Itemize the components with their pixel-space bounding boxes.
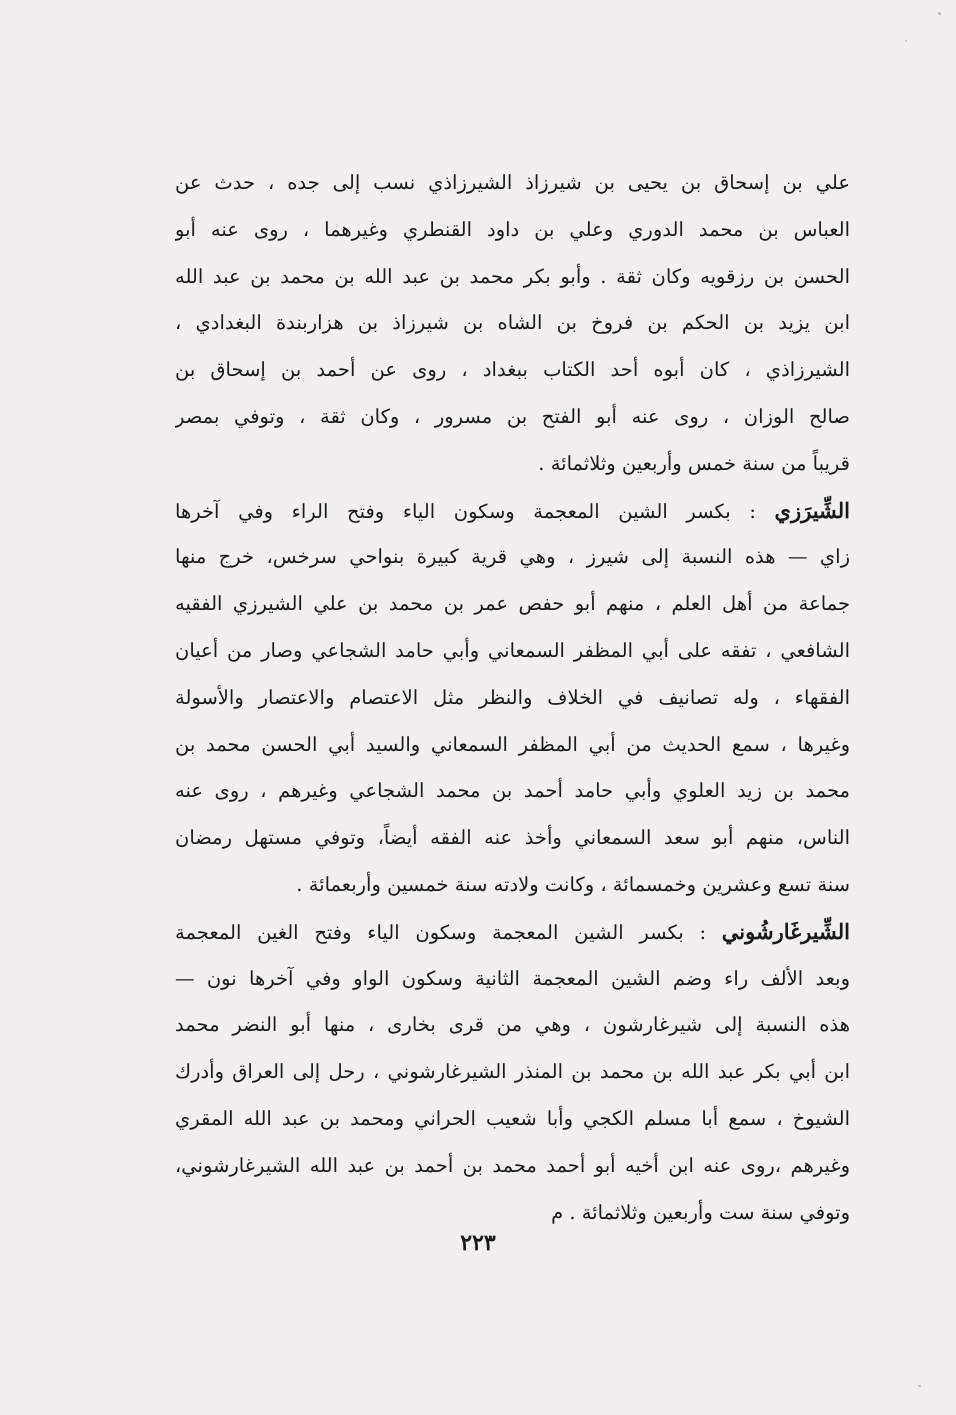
text-line: زاي — هذه النسبة إلى شيرز ، وهي قرية كبيرة بنواحي سرخس، خرج منها [175, 545, 850, 569]
entry-text: : بكسر الشين المعجمة وسكون الياء وفتح الراء وفي آخرها [175, 499, 756, 523]
paper-speck [938, 12, 941, 15]
text-line: محمد بن زيد العلوي وأبي حامد أحمد بن محمد الشجاعي وغيرهم ، روى عنه [175, 779, 850, 803]
text-line: الشيوخ ، سمع أبا مسلم الكجي وأبا شعيب الحراني ومحمد بن عبد الله المقري [175, 1106, 850, 1130]
page-number: ٢٢٣ [460, 1230, 496, 1256]
text-line: علي بن إسحاق بن يحيى بن شيرزاذ الشيرزاذي نسب إلى جده ، حدث عن [175, 171, 850, 194]
paper-speck [918, 1385, 921, 1387]
entry-heading: الشِّيرغَارشُوني [721, 918, 850, 944]
text-line: صالح الوزان ، روى عنه أبو الفتح بن مسرور ، وكان ثقة ، وتوفي بمصر [175, 404, 850, 428]
entry-first-line [175, 909, 850, 956]
text-line: العباس بن محمد الدوري وعلي بن داود القنطري وغيرهما ، روى عنه أبو [175, 217, 850, 241]
text-line: وبعد الألف راء وضم الشين المعجمة الثانية وسكون الواو وفي آخرها نون — [175, 966, 850, 990]
text-line: وتوفي سنة ست وأربعين وثلاثمائة . م [551, 1200, 850, 1224]
text-line: الفقهاء ، وله تصانيف في الخلاف والنظر مثل الاعتصام والاعتصار والأسولة [175, 685, 850, 709]
text-line: هذه النسبة إلى شيرغارشون ، وهي من قرى بخارى ، منها أبو النضر محمد [175, 1013, 850, 1037]
text-line: وغيرها ، سمع الحديث من أبي المظفر السمعاني والسيد أبي الحسن محمد بن [175, 732, 850, 756]
text-line: وغيرهم ،روى عنه ابن أخيه أبو أحمد محمد بن أحمد بن عبد الله الشيرغارشوني، [175, 1153, 850, 1177]
text-line: جماعة من أهل العلم ، منهم أبو حفص عمر بن محمد بن علي الشيرزي الفقيه [175, 592, 850, 616]
text-line: ابن يزيد بن الحكم بن فروخ بن الشاه بن شيرزاذ بن هزاربندة البغدادي ، [175, 311, 850, 335]
entry-text: : بكسر الشين المعجمة وسكون الياء وفتح الغين المعجمة [175, 920, 707, 944]
paper-speck [905, 40, 907, 42]
text-line: سنة تسع وعشرين وخمسمائة ، وكانت ولادته سنة خمسين وأربعمائة . [296, 872, 850, 896]
text-line: الناس، منهم أبو سعد السمعاني وأخذ عنه الفقه أيضاً، وتوفي مستهل رمضان [175, 826, 850, 850]
text-line: ابن أبي بكر عبد الله بن محمد بن المنذر الشيرغارشوني ، رحل إلى العراق وأدرك [175, 1060, 850, 1084]
entry-first-line [175, 488, 850, 535]
text-line: قريباً من سنة خمس وأربعين وثلاثمائة . [538, 451, 850, 475]
main-text [175, 160, 850, 1236]
text-line: الشيرزاذي ، كان أبوه أحد الكتاب ببغداد ، روى عن أحمد بن إسحاق بن [175, 358, 850, 382]
text-line: الحسن بن رزقويه وكان ثقة . وأبو بكر محمد بن عبد الله بن محمد بن عبد الله [175, 264, 850, 288]
entry-heading: الشِّيرَزي [774, 497, 850, 523]
text-line: الشافعي ، تفقه على أبي المظفر السمعاني وأبي حامد الشجاعي وصار من أعيان [175, 638, 850, 662]
